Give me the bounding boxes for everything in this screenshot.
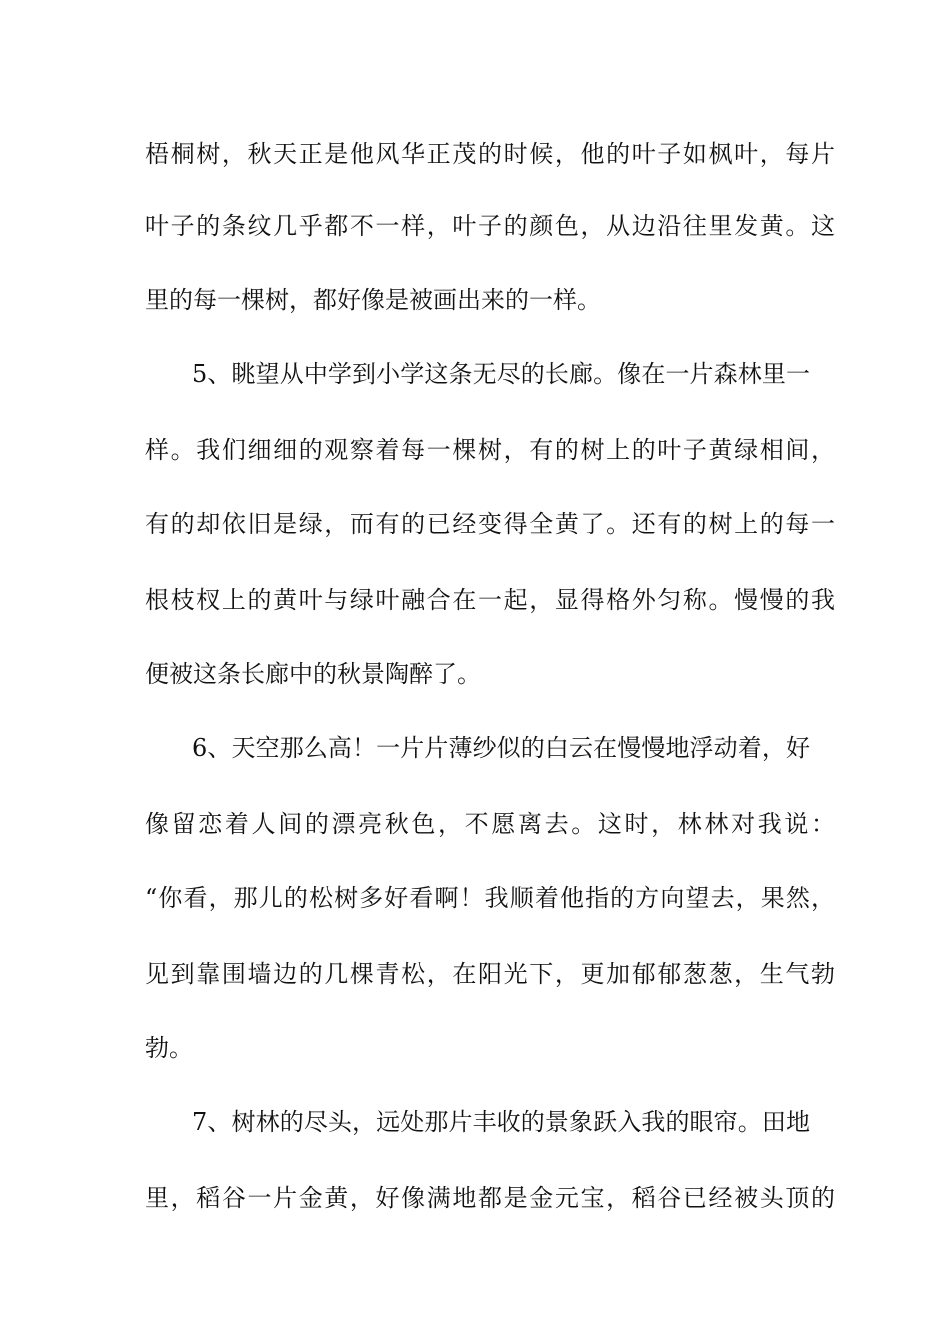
paragraph-7-first-line: 7、树林的尽头，远处那片丰收的景象跃入我的眼帘。田地 (192, 1108, 810, 1136)
text-line-7: 根枝杈上的黄叶与绿叶融合在一起，显得格外匀称。慢慢的我 (145, 586, 835, 614)
text-line-12: 见到靠围墙边的几棵青松，在阳光下，更加郁郁葱葱，生气勃 (145, 960, 835, 988)
text-line-5: 样。我们细细的观察着每一棵树，有的树上的叶子黄绿相间， (145, 436, 835, 464)
text-line-1: 梧桐树，秋天正是他风华正茂的时候，他的叶子如枫叶，每片 (145, 140, 835, 168)
paragraph-5-first-line: 5、眺望从中学到小学这条无尽的长廊。像在一片森林里一 (192, 360, 810, 388)
text-line-3: 里的每一棵树，都好像是被画出来的一样。 (145, 286, 601, 314)
text-line-10: 像留恋着人间的漂亮秋色，不愿离去。这时，林林对我说： (145, 810, 835, 838)
text-line-15: 里，稻谷一片金黄，好像满地都是金元宝，稻谷已经被头顶的 (145, 1184, 835, 1212)
paragraph-6-first-line: 6、天空那么高！一片片薄纱似的白云在慢慢地浮动着，好 (192, 734, 810, 762)
text-line-8: 便被这条长廊中的秋景陶醉了。 (145, 660, 481, 688)
text-line-2: 叶子的条纹几乎都不一样，叶子的颜色，从边沿往里发黄。这 (145, 212, 835, 240)
text-line-13: 勃。 (145, 1034, 193, 1062)
text-line-11: “你看，那儿的松树多好看啊！我顺着他指的方向望去，果然， (145, 884, 835, 912)
text-line-6: 有的却依旧是绿，而有的已经变得全黄了。还有的树上的每一 (145, 510, 835, 538)
